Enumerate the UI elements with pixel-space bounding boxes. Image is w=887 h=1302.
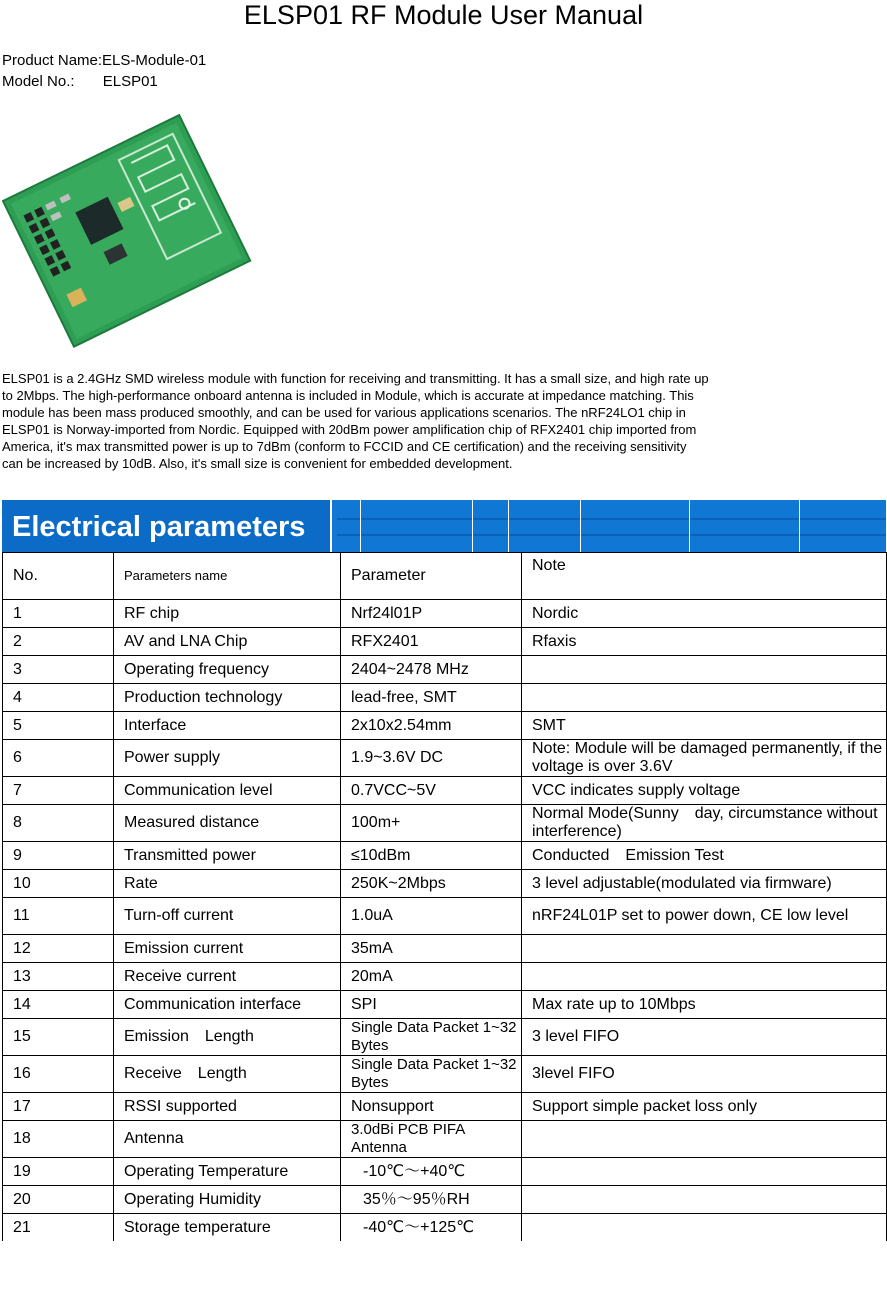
model-number-value: ELSP01 <box>102 73 158 90</box>
cell-note: Nordic <box>522 600 887 628</box>
header-parameter: Parameter <box>341 553 522 600</box>
banner-divider <box>799 500 800 552</box>
cell-note <box>522 684 887 712</box>
cell-note: VCC indicates supply voltage <box>522 777 887 805</box>
cell-note: Note: Module will be damaged permanently, if the voltage is over 3.6V <box>522 740 887 777</box>
cell-parameter: 1.0uA <box>341 898 522 935</box>
table-header-row <box>3 553 887 600</box>
cell-no: 10 <box>3 870 114 898</box>
cell-parameter: 35％～95％RH <box>341 1186 522 1214</box>
header-parameters-name: Parameters name <box>114 553 341 600</box>
cell-parameter-name: RSSI supported <box>114 1093 341 1121</box>
cell-parameter: 3.0dBi PCB PIFA Antenna <box>341 1121 522 1158</box>
cell-no: 11 <box>3 898 114 935</box>
cell-note <box>522 656 887 684</box>
table-row <box>3 1214 887 1242</box>
cell-parameter-name: Storage temperature <box>114 1214 341 1242</box>
cell-parameter: Single Data Packet 1~32 Bytes <box>341 1056 522 1093</box>
cell-parameter-name: Receive current <box>114 963 341 991</box>
table-row <box>3 656 887 684</box>
cell-parameter-name: Interface <box>114 712 341 740</box>
module-description <box>2 370 884 472</box>
cell-note <box>522 1158 887 1186</box>
table-row <box>3 963 887 991</box>
cell-no: 14 <box>3 991 114 1019</box>
cell-parameter-name: Operating Temperature <box>114 1158 341 1186</box>
cell-no: 16 <box>3 1056 114 1093</box>
model-number-label: Model No.: <box>2 73 75 90</box>
cell-no: 7 <box>3 777 114 805</box>
cell-parameter-name: RF chip <box>114 600 341 628</box>
table-row <box>3 1019 887 1056</box>
table-row <box>3 740 887 777</box>
cell-note: Support simple packet loss only <box>522 1093 887 1121</box>
cell-note: 3level FIFO <box>522 1056 887 1093</box>
cell-parameter: 0.7VCC~5V <box>341 777 522 805</box>
cell-no: 12 <box>3 935 114 963</box>
cell-note: Rfaxis <box>522 628 887 656</box>
cell-parameter-name: Rate <box>114 870 341 898</box>
cell-no: 18 <box>3 1121 114 1158</box>
table-row <box>3 870 887 898</box>
cell-parameter-name: Production technology <box>114 684 341 712</box>
module-photo <box>2 112 252 356</box>
description-line: ELSP01 is Norway-imported from Nordic. Equipped with 20dBm power amplification chip of RFX2401 chip imported from <box>2 422 697 437</box>
banner-divider <box>580 500 581 552</box>
cell-parameter: RFX2401 <box>341 628 522 656</box>
cell-parameter-name: Emission Length <box>114 1019 341 1056</box>
cell-parameter-name: Emission current <box>114 935 341 963</box>
product-name-label: Product Name: <box>2 52 103 69</box>
cell-note <box>522 1121 887 1158</box>
table-row <box>3 1093 887 1121</box>
banner-divider <box>508 500 509 552</box>
table-row <box>3 628 887 656</box>
cell-parameter: 250K~2Mbps <box>341 870 522 898</box>
header-no: No. <box>3 553 114 600</box>
page-title: ELSP01 RF Module User Manual <box>243 0 644 30</box>
cell-parameter-name: Turn-off current <box>114 898 341 935</box>
banner-rule <box>337 534 886 536</box>
cell-parameter: Single Data Packet 1~32 Bytes <box>341 1019 522 1056</box>
product-name-value: ELS-Module-01 <box>102 52 207 69</box>
cell-parameter-name: Transmitted power <box>114 842 341 870</box>
cell-note: 3 level adjustable(modulated via firmware) <box>522 870 887 898</box>
cell-parameter: -40℃～+125℃ <box>341 1214 522 1242</box>
table-row <box>3 684 887 712</box>
cell-note: nRF24L01P set to power down, CE low level <box>522 898 887 935</box>
banner-divider <box>689 500 690 552</box>
section-banner <box>2 500 886 552</box>
cell-no: 3 <box>3 656 114 684</box>
cell-parameter: ≤10dBm <box>341 842 522 870</box>
cell-note <box>522 935 887 963</box>
cell-parameter: 100m+ <box>341 805 522 842</box>
cell-parameter-name: Antenna <box>114 1121 341 1158</box>
electrical-parameters-table <box>2 552 887 1241</box>
cell-no: 19 <box>3 1158 114 1186</box>
cell-note <box>522 1186 887 1214</box>
cell-note <box>522 1214 887 1242</box>
cell-no: 4 <box>3 684 114 712</box>
cell-parameter-name: Measured distance <box>114 805 341 842</box>
table-row <box>3 842 887 870</box>
cell-parameter: 2404~2478 MHz <box>341 656 522 684</box>
cell-parameter: -10℃～+40℃ <box>341 1158 522 1186</box>
section-title: Electrical parameters <box>2 500 332 552</box>
table-row <box>3 935 887 963</box>
table-row <box>3 805 887 842</box>
cell-no: 21 <box>3 1214 114 1242</box>
cell-parameter: 20mA <box>341 963 522 991</box>
cell-note: SMT <box>522 712 887 740</box>
cell-no: 1 <box>3 600 114 628</box>
table-row <box>3 1158 887 1186</box>
banner-divider <box>472 500 473 552</box>
cell-parameter-name: Communication level <box>114 777 341 805</box>
cell-no: 8 <box>3 805 114 842</box>
cell-note: Conducted Emission Test <box>522 842 887 870</box>
cell-parameter: SPI <box>341 991 522 1019</box>
table-row <box>3 600 887 628</box>
table-row <box>3 991 887 1019</box>
cell-parameter: lead-free, SMT <box>341 684 522 712</box>
cell-parameter-name: Receive Length <box>114 1056 341 1093</box>
cell-note: Max rate up to 10Mbps <box>522 991 887 1019</box>
cell-no: 6 <box>3 740 114 777</box>
header-note: Note <box>522 553 887 600</box>
table-row <box>3 777 887 805</box>
table-row <box>3 712 887 740</box>
table-row <box>3 1186 887 1214</box>
cell-parameter: 1.9~3.6V DC <box>341 740 522 777</box>
banner-rule <box>337 518 886 520</box>
cell-parameter: Nrf24l01P <box>341 600 522 628</box>
cell-no: 9 <box>3 842 114 870</box>
cell-no: 2 <box>3 628 114 656</box>
description-line: can be increased by 10dB. Also, it's small size is convenient for embedded development. <box>2 456 513 471</box>
cell-parameter-name: Power supply <box>114 740 341 777</box>
cell-parameter-name: Operating Humidity <box>114 1186 341 1214</box>
banner-divider <box>360 500 361 552</box>
cell-note: 3 level FIFO <box>522 1019 887 1056</box>
description-line: to 2Mbps. The high-performance onboard antenna is included in Module, which is accurate at impedance matching. This <box>2 388 694 403</box>
description-line: America, it's max transmitted power is up to 7dBm (conform to FCCID and CE certification) and the receiving sensitivity <box>2 439 687 454</box>
cell-note: Normal Mode(Sunny day, circumstance without interference) <box>522 805 887 842</box>
cell-no: 13 <box>3 963 114 991</box>
cell-parameter: 35mA <box>341 935 522 963</box>
cell-no: 17 <box>3 1093 114 1121</box>
description-line: ELSP01 is a 2.4GHz SMD wireless module with function for receiving and transmitting. It has a small size, and high rate up <box>2 371 709 386</box>
cell-no: 20 <box>3 1186 114 1214</box>
cell-parameter: 2x10x2.54mm <box>341 712 522 740</box>
table-row <box>3 898 887 935</box>
product-name-line <box>2 52 206 70</box>
cell-parameter-name: AV and LNA Chip <box>114 628 341 656</box>
table-row <box>3 1056 887 1093</box>
cell-parameter-name: Communication interface <box>114 991 341 1019</box>
cell-parameter: Nonsupport <box>341 1093 522 1121</box>
table-row <box>3 1121 887 1158</box>
cell-no: 5 <box>3 712 114 740</box>
cell-parameter-name: Operating frequency <box>114 656 341 684</box>
description-line: module has been mass produced smoothly, and can be used for various applications scenarios. The nRF24LO1 chip in <box>2 405 686 420</box>
cell-note <box>522 963 887 991</box>
cell-no: 15 <box>3 1019 114 1056</box>
model-number-line <box>2 73 158 91</box>
